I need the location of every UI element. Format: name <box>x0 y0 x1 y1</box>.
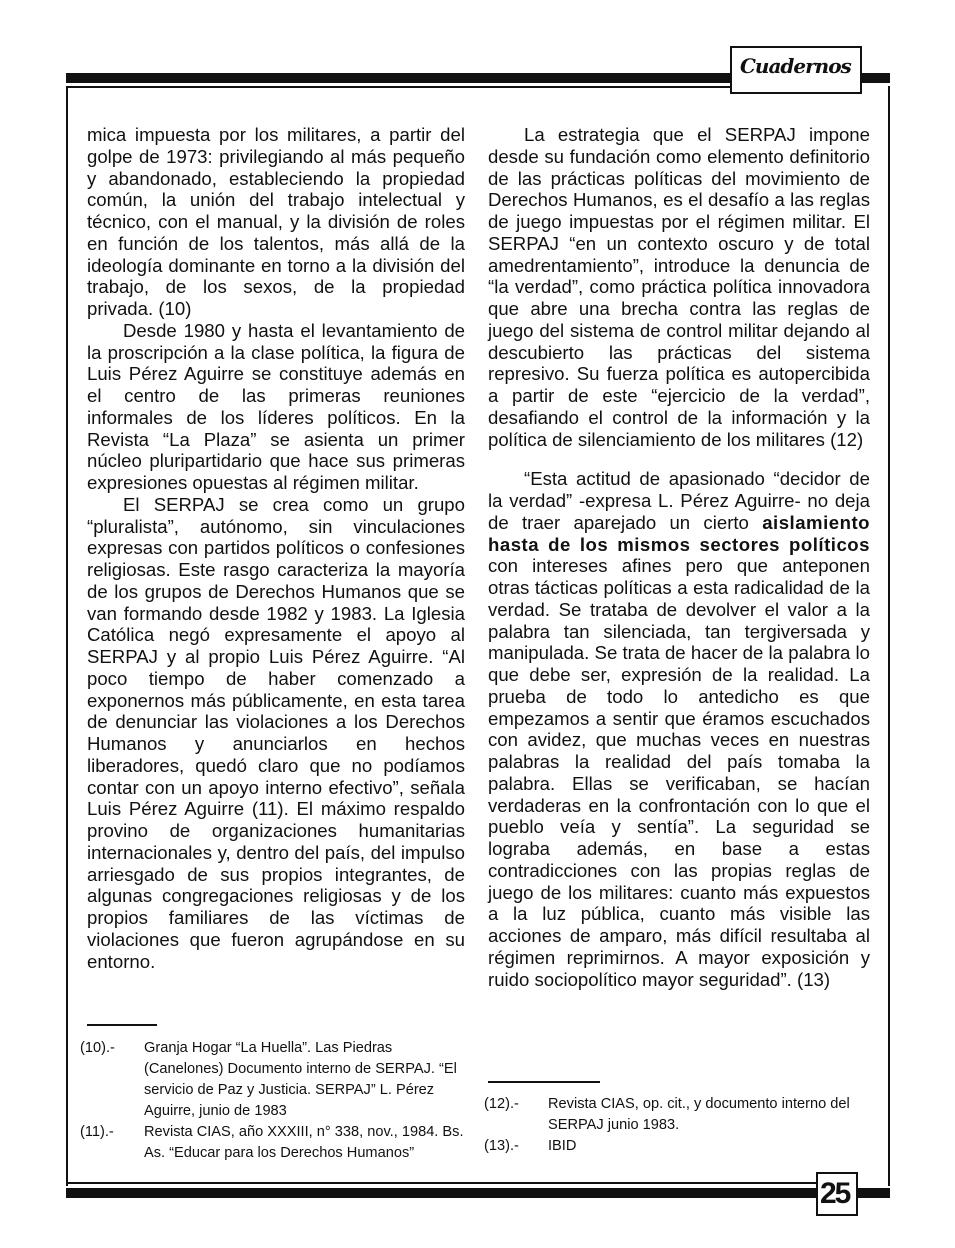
right-paragraph-1: La estrategia que el SERPAJ impone desde su fundación como elemento definitorio de las prácticas políticas del movimiento de Derechos Humanos, es el desafío a las reglas de juego impuestas por el régimen militar. El SERPAJ “en un contexto oscuro y de total amedrentamiento”, introduce la denuncia de “la verdad”, como práctica política innovadora que abre una brecha contra las reglas de juego del sistema de control militar dejando al descubierto las prácticas del sistema represivo. Su fuerza política es autopercibida a partir de este “ejercicio de la verdad”, desafiando el control de la información y la política de silenciamiento de los militares (12) <box>488 124 870 450</box>
top-rule-thin <box>66 86 730 88</box>
footnote-text: IBID <box>548 1138 577 1154</box>
quote-text-start: “Esta actitud de apasionado “decidor de la verdad” -expresa L. Pérez Aguirre- no deja de traer aparejado un cierto <box>488 468 870 533</box>
frame-left-line <box>66 86 68 1186</box>
footnote-number: (13).- <box>484 1138 519 1154</box>
left-column <box>87 124 465 972</box>
right-footnotes <box>484 1094 876 1157</box>
footnote-12 <box>484 1094 876 1136</box>
left-paragraph-2: Desde 1980 y hasta el levantamiento de la proscripción a la clase política, la figura de Luis Pérez Aguirre se constituye además en el centro de las primeras reuniones informales de los líderes políticos. En la Revista “La Plaza” se asienta un primer núcleo pluripartidario que hace sus primeras expresiones opuestas al régimen militar. <box>87 319 465 493</box>
left-paragraph-1: mica impuesta por los militares, a partir del golpe de 1973: privilegiando al más pequeño y abandonado, estableciendo la propiedad común, la unión del trabajo intelectual y técnico, con el manual, y la división de roles en función de los talentos, más allá de la ideología dominante en torno a la división del trabajo, de los sexos, de la propiedad privada. (10) <box>87 124 465 319</box>
quote-text-end: con intereses afines pero que anteponen otras tácticas políticas a esta radicalidad de la verdad. Se trataba de devolver el valor a la palabra tan silenciada, tan tergiversada y manipulada. Se trata de hacer de la palabra lo que debe ser, expresión de la realidad. La prueba de todo lo antedicho es que empezamos a sentir que éramos escuchados con avidez, que muchas veces en nuestras palabras la realidad del país tomaba la palabra. Ellas se verificaban, se hacían verdaderas en la confrontación con lo que el pueblo veía y sentía”. La seguridad se lograba además, en base a estas contradicciones con las propias reglas de juego de los militares: cuanto más expuestos a la luz pública, cuanto más visible las acciones de amparo, más difícil resultaba al régimen reprimirnos. A mayor exposición y ruido sociopolítico mayor seguridad”. (13) <box>488 555 870 990</box>
footnote-number: (10).- <box>80 1040 115 1056</box>
left-footnotes <box>80 1038 470 1164</box>
frame-right-line <box>888 86 890 1186</box>
footnote-number: (12).- <box>484 1096 519 1112</box>
left-paragraph-3: El SERPAJ se crea como un grupo “pluralista”, autónomo, sin vinculaciones expresas con partidos políticos o confesiones religiosas. Este rasgo caracteriza la mayoría de los grupos de Derechos Humanos que se van formando desde 1982 y 1983. La Iglesia Católica negó expresamente el apoyo al SERPAJ y al propio Luis Pérez Aguirre. “Al poco tiempo de haber comenzado a exponernos más públicamente, en esta tarea de denunciar las violaciones a los Derechos Humanos y anunciarlos en hechos liberadores, quedó claro que no podíamos contar con un apoyo interno efectivo”, señala Luis Pérez Aguirre (11). El máximo respaldo provino de organizaciones humanitarias internacionales y, dentro del país, del impulso arriesgado de sus propios integrantes, de algunas congregaciones religiosas y de los propios familiares de las víctimas de violaciones que fueron agrupándose en su entorno. <box>87 493 465 972</box>
footnote-13 <box>484 1136 876 1157</box>
bottom-frame-line <box>66 1182 816 1184</box>
footnote-10 <box>80 1038 470 1122</box>
page-number-box <box>816 1172 858 1216</box>
logo-text: Cuadernos <box>740 54 851 78</box>
footnote-text: Revista CIAS, año XXXIII, n° 338, nov., 1984. Bs. As. “Educar para los Derechos Humanos” <box>144 1124 464 1161</box>
left-footnote-rule <box>87 1024 157 1026</box>
bottom-rule <box>66 1188 890 1198</box>
footnote-text: Revista CIAS, op. cit., y documento interno del SERPAJ junio 1983. <box>548 1096 850 1133</box>
right-column <box>488 124 870 990</box>
emphasized-text: aislamiento hasta de los mismos sectores políticos <box>488 511 870 555</box>
right-paragraph-2 <box>488 468 870 990</box>
cuadernos-logo <box>730 46 862 94</box>
footnote-number: (11).- <box>80 1124 114 1140</box>
footnote-11 <box>80 1122 470 1164</box>
page-number: 25 <box>820 1177 850 1210</box>
footnote-text: Granja Hogar “La Huella”. Las Piedras (Canelones) Documento interno de SERPAJ. “El servicio de Paz y Justicia. SERPAJ” L. Pérez Aguirre, junio de 1983 <box>144 1040 457 1119</box>
right-footnote-rule <box>488 1081 600 1083</box>
